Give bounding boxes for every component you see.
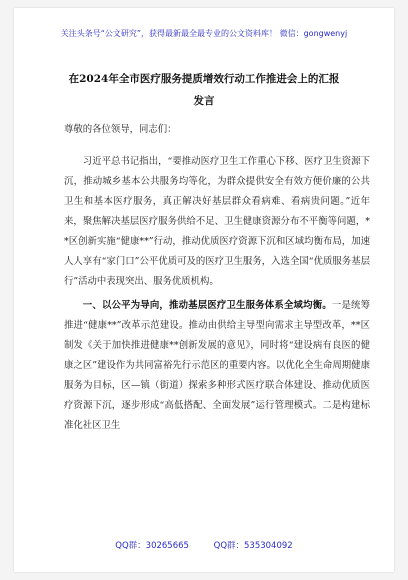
document-title (14, 68, 394, 112)
section1-text: 一是统筹推进“健康**”改革示范建设。推动由供给主导型向需求主导型改革，**区制发《关于加快推进健康**创新发展的意见》，同时将“建设病有良医的健康之区”建设作为共同富裕先行示范区的重要内容。以优化全生命周期健康服务为目标，区—镇（街道）探索多种形式医疗联合体建设、推动优质医疗资源下沉，逐步形成“高低搭配、全面发展”运行管理模式。二是构建标准化社区卫生 (64, 300, 370, 431)
header-banner: 关注头条号“公文研究”，获得最新最全最专业的公文资料库！ 微信：gongwenyj (60, 29, 348, 38)
document-page (14, 8, 394, 572)
paragraph-section1 (64, 296, 370, 436)
document-title-line1: 在2024年全市医疗服务提质增效行动工作推进会上的汇报 (68, 73, 340, 85)
footer-contact (14, 539, 394, 551)
footer-qq-group-1: QQ群：30265665 (115, 541, 189, 551)
footer-qq-group-2: QQ群：535304092 (213, 541, 293, 551)
salutation: 尊敬的各位领导，同志们： (64, 124, 177, 135)
section1-heading: 一、以公平为导向，推动基层医疗卫生服务体系全域均衡。 (82, 300, 332, 311)
document-body (64, 120, 370, 436)
document-title-line2: 发言 (193, 95, 215, 107)
paragraph-intro: 习近平总书记指出，“要推动医疗卫生工作重心下移、医疗卫生资源下沉，推动城乡基本公共服务均等化，为群众提供安全有效方便价廉的公共卫生和基本医疗服务，真正解决好基层群众看病难、看病贵问题。”近年来，聚焦解决基层医疗服务供给不足、卫生健康资源分布不平衡等问题，**区创新实施“健康**”行动，推动优质医疗资源下沉和区域均衡布局，加速人人享有“家门口”公平优质可及的医疗卫生服务，入选全国“优质服务基层行”活动中表现突出、服务优质机构。 (64, 156, 370, 287)
